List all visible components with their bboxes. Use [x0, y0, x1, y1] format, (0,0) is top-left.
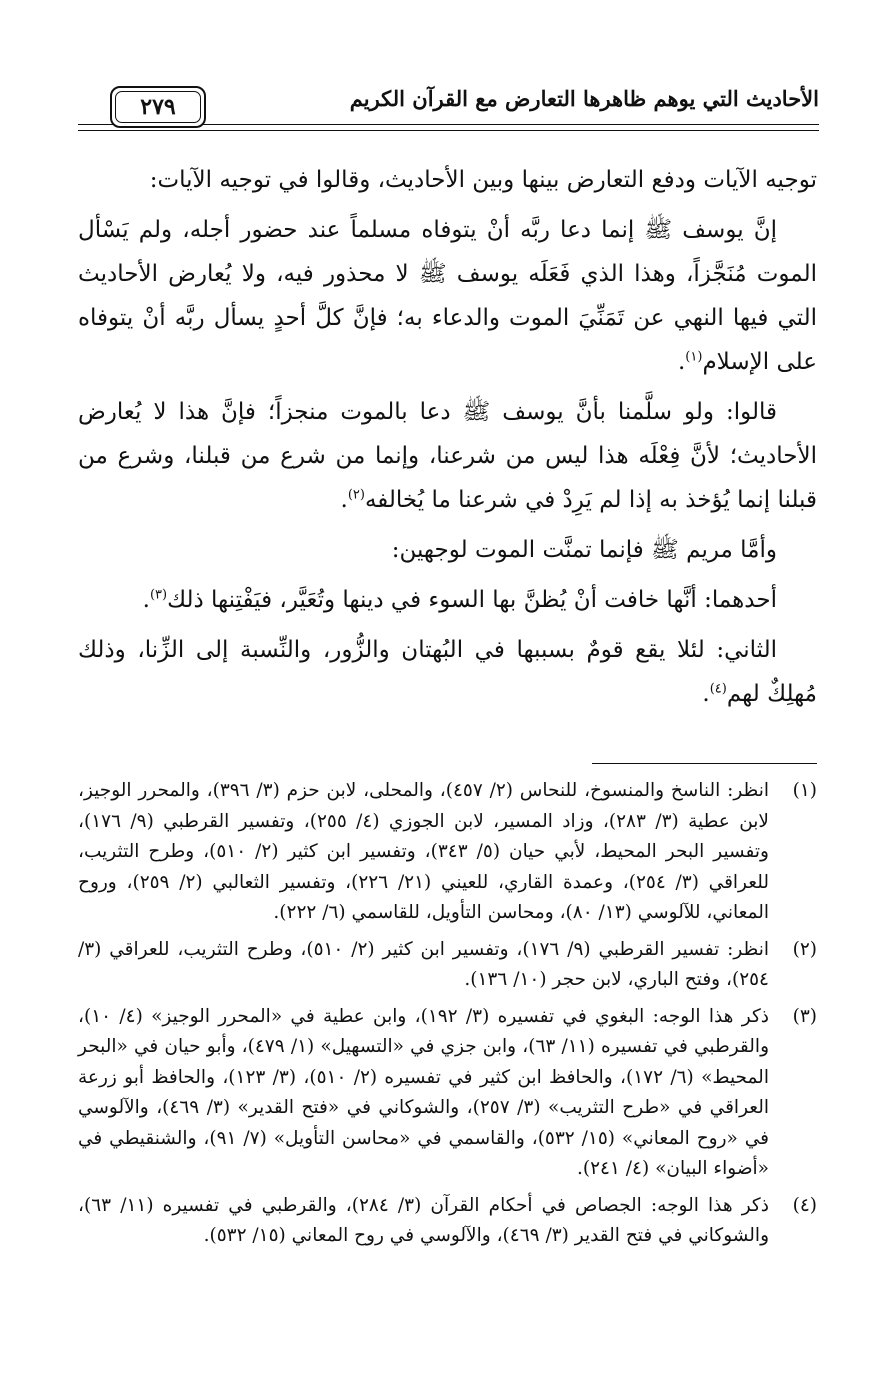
footnote-text: انظر: الناسخ والمنسوخ، للنحاس (٢/ ٤٥٧)، والمحلى، لابن حزم (٣/ ٣٩٦)، والمحرر الوجيز، لابن عطية (٣/ ٢٨٣)، وزاد المسير، لابن الجوزي (٤/ ٢٥٥)، وتفسير القرطبي (٩/ ١٧٦)، وتفسير البحر المحيط، لأبي حيان (٥/ ٣٤٣)، وتفسير ابن كثير (٢/ ٥١٠)، وطرح التثريب، للعراقي (٣/ ٢٥٤)، وعمدة القاري، للعيني (٢١/ ٢٢٦)، وتفسير الثعالبي (٢/ ٢٥٩)، وروح المعاني، للآلوسي (١٣/ ٨٠)، ومحاسن التأويل، للقاسمي (٦/ ٢٢٢).: [78, 780, 769, 923]
footnote-number: (٤): [792, 1194, 817, 1216]
page-header: [78, 82, 819, 134]
footnote: [78, 935, 817, 996]
page-number: ٢٧٩: [115, 91, 201, 123]
footnote-separator: [592, 763, 817, 764]
footnote-ref[interactable]: (٣): [149, 587, 168, 603]
paragraph: إنَّ يوسف ﷺ إنما دعا ربَّه أنْ يتوفاه مسلماً عند حضور أجله، ولم يَسْأل الموت مُنَجَّزاً، وهذا الذي فَعَلَه يوسف ﷺ لا محذور فيه، ولا يُعارض الأحاديث التي فيها النهي عن تَمَنِّيَ الموت والدعاء به؛ فإنَّ كلَّ أحدٍ يسأل ربَّه أنْ يتوفاه على الإسلام$^{(١)}$.: [78, 217, 817, 375]
paragraph: أحدهما: أنَّها خافت أنْ يُظنَّ بها السوء في دينها وتُعَيَّر، فيَفْتِنها ذلك$^{(٣)}$.: [142, 587, 777, 613]
footnote: [78, 1191, 817, 1252]
paragraph: قالوا: ولو سلَّمنا بأنَّ يوسف ﷺ دعا بالموت منجزاً؛ فإنَّ هذا لا يُعارض الأحاديث؛ لأنَّ فِعْلَه هذا ليس من شرعنا، وإنما من شرع من قبلنا، وشرع من قبلنا إنما يُؤخذ به إذا لم يَرِدْ في شرعنا ما يُخالفه$^{(٢)}$.: [78, 399, 817, 513]
footnote: [78, 776, 817, 929]
footnote-ref[interactable]: (٢): [347, 487, 365, 503]
page-number-frame: [110, 86, 206, 128]
paragraph: وأمَّا مريم ﷺ فإنما تمنَّت الموت لوجهين:: [391, 537, 777, 563]
footnote-ref[interactable]: (٤): [709, 681, 727, 697]
footnote-number: (٣): [792, 1005, 817, 1027]
footnote: [78, 1002, 817, 1185]
paragraph: الثاني: لئلا يقع قومٌ بسببها في البُهتان والزُّور، والنِّسبة إلى الزِّنا، وذلك مُهلِكٌ لهم$^{(٤)}$.: [78, 637, 817, 707]
main-text: [78, 158, 817, 722]
footnotes: [78, 776, 817, 1258]
footnote-number: (٢): [792, 938, 817, 960]
footnote-text: ذكر هذا الوجه: البغوي في تفسيره (٣/ ١٩٢)، وابن عطية في «المحرر الوجيز» (٤/ ١٠)، والقرطبي في تفسيره (١١/ ٦٣)، وابن جزي في «التسهيل» (١/ ٤٧٩)، وأبو حيان في «البحر المحيط» (٦/ ١٧٢)، والحافظ ابن كثير في تفسيره (٢/ ٥١٠)، (٣/ ١٢٣)، والحافظ أبو زرعة العراقي في «طرح التثريب» (٣/ ٢٥٧)، والشوكاني في «فتح القدير» (٣/ ٤٦٩)، والآلوسي في «روح المعاني» (١٥/ ٥٣٢)، والقاسمي في «محاسن التأويل» (٧/ ٩١)، والشنقيطي في «أضواء البيان» (٤/ ٢٤١).: [78, 1005, 770, 1179]
footnote-text: انظر: تفسير القرطبي (٩/ ١٧٦)، وتفسير ابن كثير (٢/ ٥١٠)، وطرح التثريب، للعراقي (٣/ ٢٥٤)، وفتح الباري، لابن حجر (١٠/ ١٣٦).: [78, 938, 769, 990]
header-rule-bottom: [78, 130, 819, 131]
footnote-ref[interactable]: (١): [685, 349, 703, 365]
paragraph: توجيه الآيات ودفع التعارض بينها وبين الأحاديث، وقالوا في توجيه الآيات:: [149, 167, 817, 193]
footnote-text: ذكر هذا الوجه: الجصاص في أحكام القرآن (٣/ ٢٨٤)، والقرطبي في تفسيره (١١/ ٦٣)، والشوكاني في فتح القدير (٣/ ٤٦٩)، والآلوسي في روح المعاني (١٥/ ٥٣٢).: [78, 1194, 769, 1246]
running-title: الأحاديث التي يوهم ظاهرها التعارض مع القرآن الكريم: [349, 86, 819, 111]
footnote-number: (١): [792, 780, 817, 801]
